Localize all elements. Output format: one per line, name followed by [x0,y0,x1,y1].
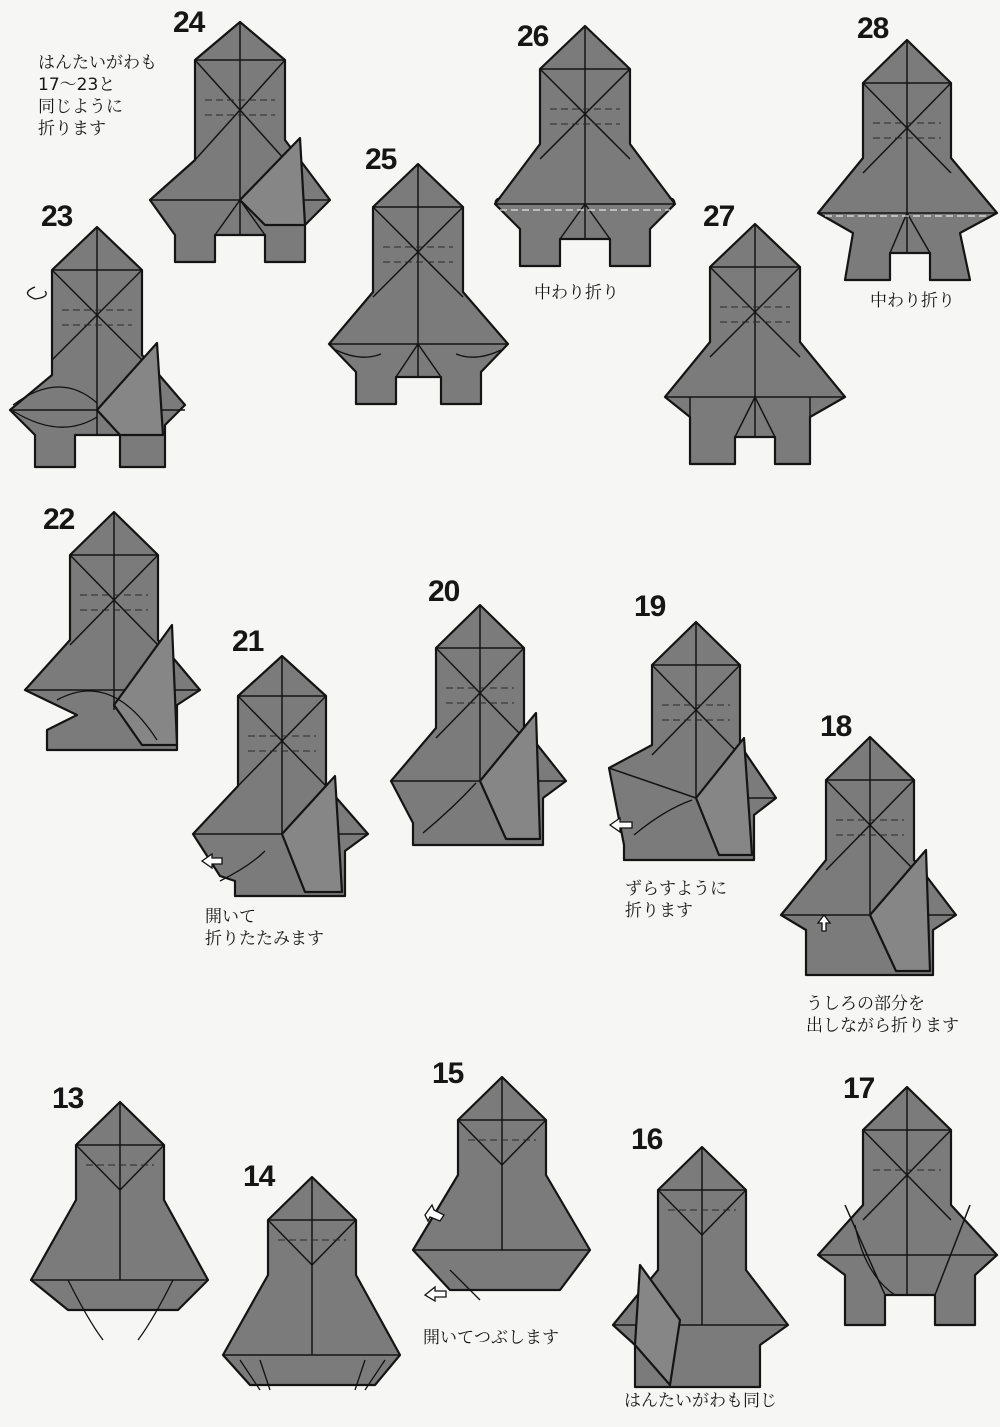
step-number-23: 23 [41,200,73,233]
step-number-18: 18 [820,710,852,743]
step-number-13: 13 [52,1082,84,1115]
caption-step-28: 中わり折り [870,291,955,311]
diagram-step-21 [190,656,375,901]
diagram-step-16 [610,1145,795,1390]
step-number-24: 24 [173,6,205,39]
diagram-step-18 [778,735,963,980]
diagram-step-13 [28,1100,213,1345]
diagram-step-26 [490,24,680,269]
step-number-16: 16 [631,1123,663,1156]
diagram-step-15 [410,1075,595,1310]
diagram-step-19 [604,620,789,865]
caption-step-18: うしろの部分を 出しながら折ります [806,994,959,1036]
caption-step-16: はんたいがわも同じ [624,1391,777,1411]
diagram-step-17 [815,1085,1000,1330]
step-number-17: 17 [843,1072,875,1105]
step-number-27: 27 [703,200,735,233]
step-number-25: 25 [365,143,397,176]
step-number-15: 15 [432,1057,464,1090]
step-number-21: 21 [232,625,264,658]
step-number-20: 20 [428,575,460,608]
step-number-14: 14 [243,1160,275,1193]
caption-step-21: 開いて 折りたたみます [205,907,324,949]
caption-step-15: 開いてつぶします [423,1328,559,1348]
diagram-step-20 [388,603,573,848]
caption-step-26: 中わり折り [534,283,619,303]
caption-step-19: ずらすように 折ります [625,879,727,921]
diagram-step-14 [220,1175,405,1410]
diagram-step-23 [5,225,190,470]
step-number-19: 19 [634,590,666,623]
diagram-step-22 [22,510,207,755]
caption-step-24: はんたいがわも 17〜23と 同じように 折ります [38,53,157,139]
step-number-22: 22 [43,503,75,536]
diagram-step-25 [326,162,511,407]
step-number-26: 26 [517,20,549,53]
step-number-28: 28 [857,12,889,45]
diagram-step-28 [815,38,1000,283]
